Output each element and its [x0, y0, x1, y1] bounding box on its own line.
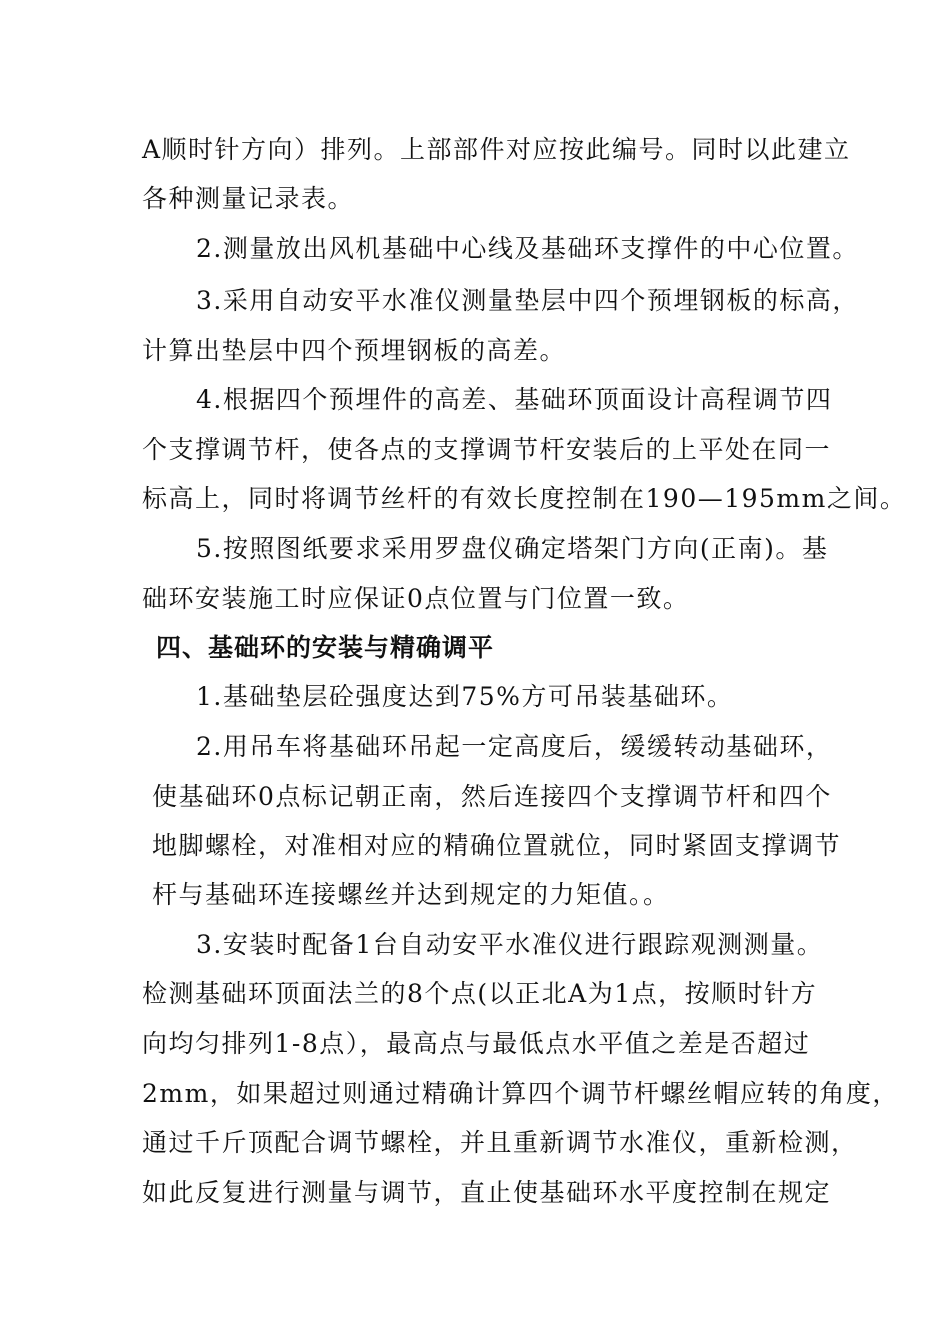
- text-line: 检测基础环顶面法兰的8个点(以正北A为1点，按顺时针方: [142, 979, 818, 1008]
- text-line: 地脚螺栓，对准相对应的精确位置就位，同时紧固支撑调节: [152, 831, 842, 860]
- text-line: 1.基础垫层砼强度达到75%方可吊装基础环。: [196, 682, 734, 711]
- text-line: 通过千斤顶配合调节螺栓，并且重新调节水准仪，重新检测，: [142, 1128, 858, 1157]
- text-line: 2.用吊车将基础环吊起一定高度后，缓缓转动基础环，: [196, 732, 833, 761]
- section-heading: 四、基础环的安装与精确调平: [156, 633, 495, 662]
- text-line: A顺时针方向）排列。上部部件对应按此编号。同时以此建立: [142, 135, 851, 164]
- text-line: 2.测量放出风机基础中心线及基础环支撑件的中心位置。: [196, 234, 859, 263]
- text-line: 5.按照图纸要求采用罗盘仪确定塔架门方向(正南)。基: [196, 534, 829, 563]
- text-line: 使基础环0点标记朝正南，然后连接四个支撑调节杆和四个: [152, 782, 832, 811]
- text-line: 3.安装时配备1台自动安平水准仪进行跟踪观测测量。: [196, 930, 824, 959]
- text-line: 3.采用自动安平水准仪测量垫层中四个预埋钢板的标高，: [196, 286, 859, 315]
- text-line: 各种测量记录表。: [142, 184, 355, 213]
- text-line: 2mm，如果超过则通过精确计算四个调节杆螺丝帽应转的角度，: [142, 1079, 899, 1108]
- text-line: 4.根据四个预埋件的高差、基础环顶面设计高程调节四: [196, 385, 833, 414]
- text-line: 计算出垫层中四个预埋钢板的高差。: [142, 336, 567, 365]
- text-line: 个支撑调节杆，使各点的支撑调节杆安装后的上平处在同一: [142, 435, 832, 464]
- text-line: 如此反复进行测量与调节，直止使基础环水平度控制在规定: [142, 1178, 832, 1207]
- text-line: 础环安装施工时应保证0点位置与门位置一致。: [142, 584, 690, 613]
- text-line: 杆与基础环连接螺丝并达到规定的力矩值。。: [152, 880, 670, 909]
- text-line: 向均匀排列1-8点），最高点与最低点水平值之差是否超过: [142, 1029, 811, 1058]
- text-line: 标高上，同时将调节丝杆的有效长度控制在190—195mm之间。: [142, 484, 907, 513]
